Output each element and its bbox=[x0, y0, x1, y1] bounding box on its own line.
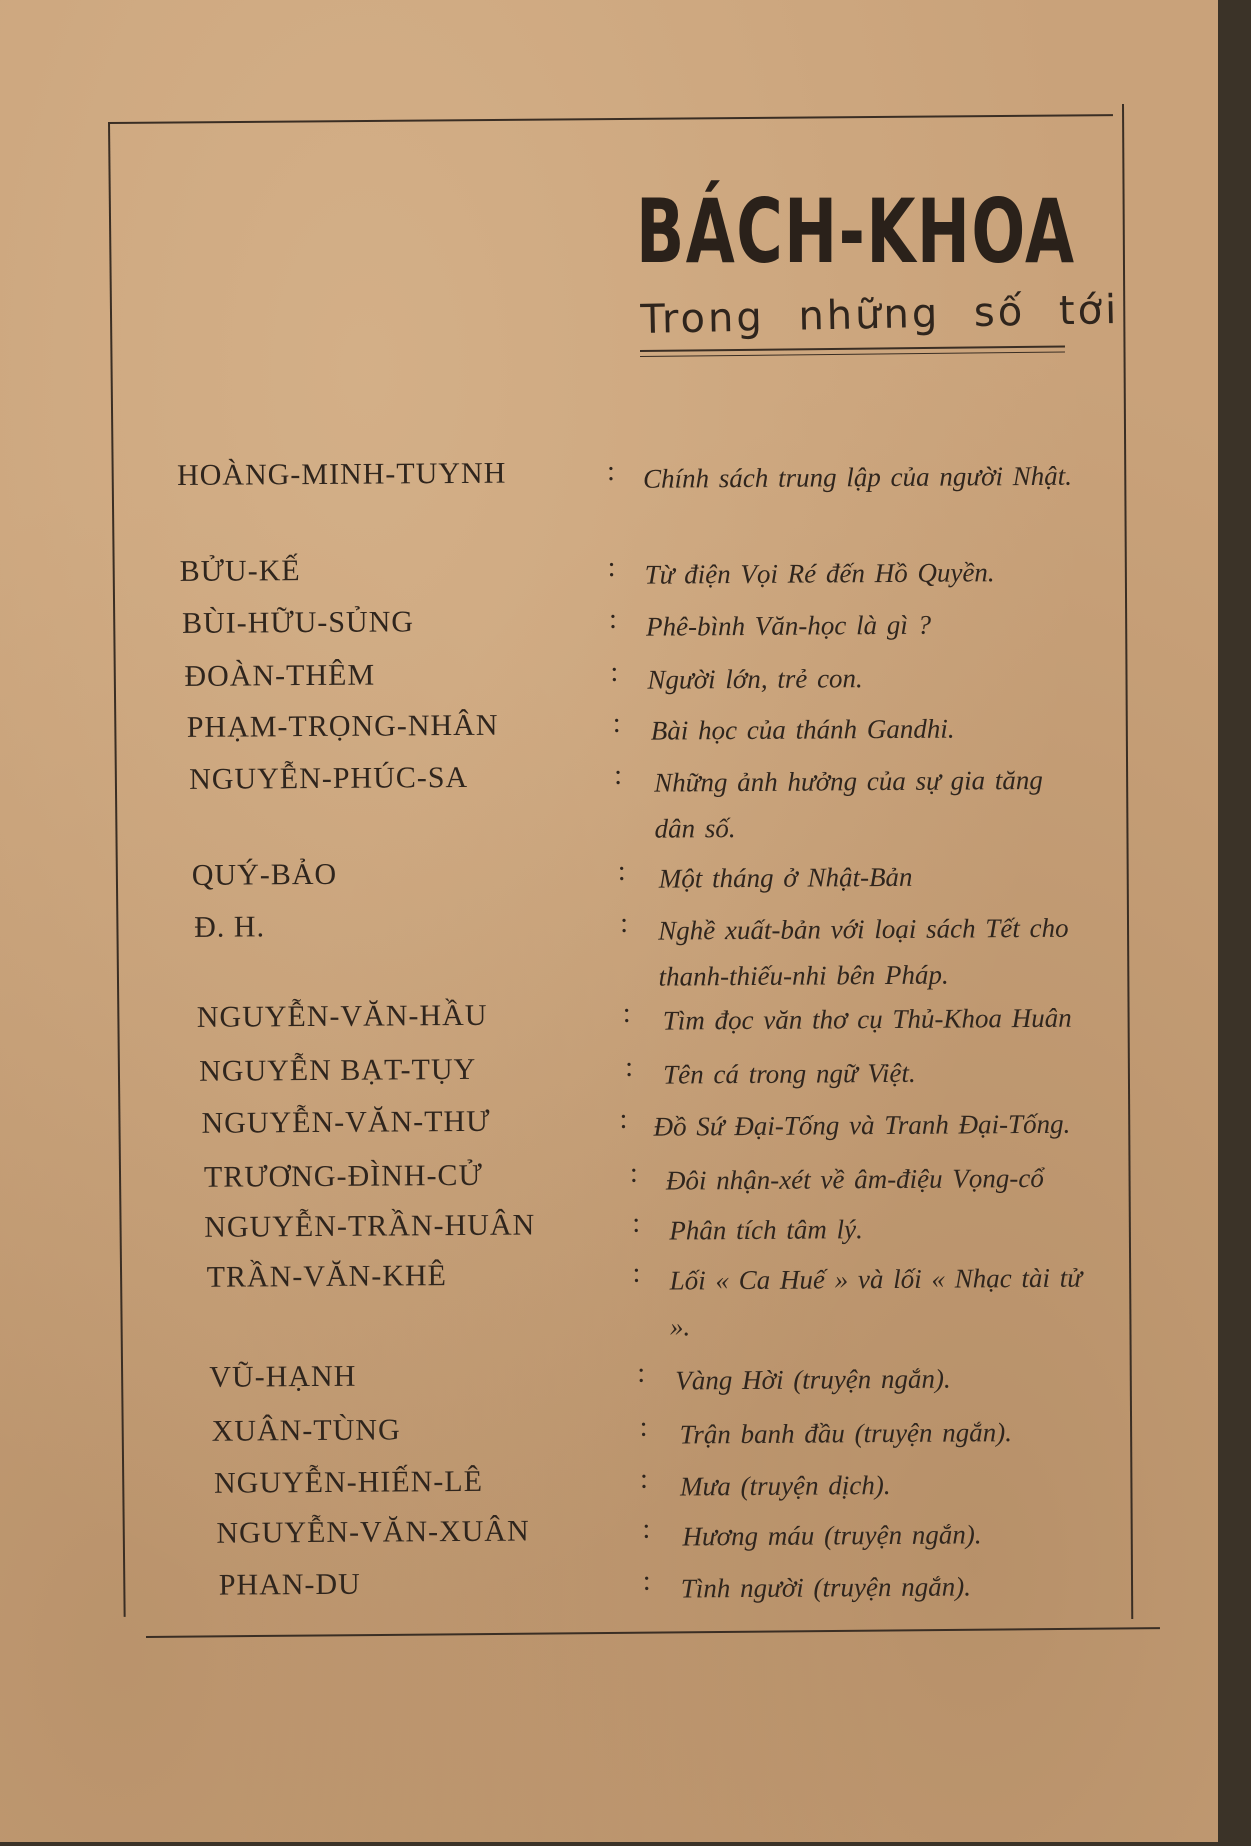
entry-separator: : bbox=[642, 1513, 651, 1545]
entry-separator: : bbox=[607, 551, 616, 583]
entry-title: Đồ Sứ Đại-Tống và Tranh Đại-Tống. bbox=[653, 1108, 1071, 1142]
entry-separator: : bbox=[625, 1051, 634, 1083]
contents-entry bbox=[2, 1156, 1220, 1196]
contents-entry bbox=[4, 1512, 1222, 1552]
entry-title: Tình người (truyện ngắn). bbox=[680, 1571, 972, 1604]
entry-author: NGUYỄN-VĂN-XUÂN bbox=[216, 1514, 530, 1550]
entry-title: Nghề xuất-bản với loại sách Tết cho thanh-thiếu-nhi bên Pháp. bbox=[658, 912, 1069, 992]
entry-author: PHAN-DU bbox=[218, 1567, 361, 1602]
entry-title: Những ảnh hưởng của sự gia tăng dân số. bbox=[654, 764, 1043, 844]
entry-separator: : bbox=[622, 997, 631, 1029]
entry-separator: : bbox=[606, 455, 615, 487]
contents-entry bbox=[4, 1410, 1222, 1450]
contents-entry bbox=[0, 550, 1216, 590]
entry-separator: : bbox=[610, 656, 619, 688]
entry-author: ĐOÀN-THÊM bbox=[184, 658, 376, 693]
entry-separator: : bbox=[639, 1411, 648, 1443]
entry-separator: : bbox=[614, 759, 623, 791]
contents-entry bbox=[0, 655, 1216, 695]
entry-author: NGUYỄN-VĂN-HẦU bbox=[196, 998, 488, 1034]
entry-separator: : bbox=[637, 1357, 646, 1389]
entry-title: Vàng Hời (truyện ngắn). bbox=[675, 1363, 951, 1396]
entry-title: Trận banh đầu (truyện ngắn). bbox=[679, 1417, 1013, 1450]
entry-title: Phân tích tâm lý. bbox=[669, 1214, 863, 1246]
entry-author: BÙI-HỮU-SỦNG bbox=[181, 605, 415, 640]
entry-author: NGUYỄN BẠT-TỤY bbox=[199, 1052, 477, 1088]
entry-separator: : bbox=[632, 1207, 641, 1239]
contents-entry bbox=[0, 758, 1217, 844]
entry-author: BỬU-KẾ bbox=[179, 554, 301, 588]
contents-entry bbox=[0, 706, 1217, 746]
entry-title: Lối « Ca Huế » và lối « Nhạc tài tử ». bbox=[669, 1262, 1082, 1342]
entry-author: QUÝ-BẢO bbox=[191, 857, 338, 892]
entry-title: Chính sách trung lập của người Nhật. bbox=[642, 460, 1073, 494]
entry-separator: : bbox=[619, 1103, 628, 1135]
entry-separator: : bbox=[629, 1157, 638, 1189]
entry-title: Từ điện Vọi Ré đến Hồ Quyền. bbox=[644, 557, 995, 590]
contents-entry bbox=[3, 1256, 1221, 1342]
contents-entry bbox=[3, 1356, 1221, 1396]
contents-entry bbox=[0, 854, 1218, 894]
contents-entry bbox=[0, 602, 1216, 642]
entry-author: PHẠM-TRỌNG-NHÂN bbox=[186, 708, 499, 744]
contents-entry bbox=[5, 1564, 1223, 1604]
entry-author: HOÀNG-MINH-TUYNH bbox=[176, 456, 507, 492]
entry-author: VŨ-HẠNH bbox=[209, 1359, 357, 1394]
contents-entry bbox=[1, 1102, 1219, 1142]
scan-background-edge bbox=[1218, 0, 1251, 1842]
entry-title: Một tháng ở Nhật-Bản bbox=[658, 861, 913, 894]
contents-entry bbox=[0, 454, 1215, 494]
entry-title: Mưa (truyện dịch). bbox=[679, 1469, 891, 1502]
entry-separator: : bbox=[620, 907, 629, 939]
contents-entry bbox=[2, 1206, 1220, 1246]
entry-author: TRƯƠNG-ĐÌNH-CỬ bbox=[203, 1158, 483, 1194]
entry-title: Hương máu (truyện ngắn). bbox=[682, 1519, 982, 1552]
entry-author: TRẦN-VĂN-KHÊ bbox=[206, 1259, 448, 1294]
entry-title: Tìm đọc văn thơ cụ Thủ-Khoa Huân bbox=[662, 1002, 1072, 1036]
entry-author: NGUYỄN-TRẦN-HUÂN bbox=[204, 1208, 536, 1244]
entry-author: NGUYỄN-VĂN-THƯ bbox=[201, 1104, 491, 1140]
entry-author: NGUYỄN-PHÚC-SA bbox=[189, 760, 469, 796]
entry-separator: : bbox=[608, 603, 617, 635]
contents-entry bbox=[4, 1462, 1222, 1502]
masthead-subtitle: Trong những số tới bbox=[639, 286, 1120, 343]
masthead-title: BÁCH-KHOA bbox=[636, 180, 1076, 283]
entry-separator: : bbox=[639, 1463, 648, 1495]
entry-title: Phê-bình Văn-học là gì ? bbox=[645, 609, 932, 642]
entry-title: Đôi nhận-xét về âm-điệu Vọng-cổ bbox=[665, 1162, 1044, 1196]
entry-separator: : bbox=[632, 1257, 641, 1289]
contents-entry bbox=[1, 1050, 1219, 1090]
contents-entry bbox=[0, 906, 1218, 992]
entry-author: XUÂN-TÙNG bbox=[211, 1413, 401, 1448]
entry-author: Đ. H. bbox=[194, 910, 266, 944]
contents-entry bbox=[1, 996, 1219, 1036]
entry-separator: : bbox=[612, 707, 621, 739]
entry-separator: : bbox=[617, 855, 626, 887]
entry-title: Bài học của thánh Gandhi. bbox=[650, 713, 955, 746]
entry-author: NGUYỄN-HIẾN-LÊ bbox=[213, 1464, 484, 1500]
entry-separator: : bbox=[642, 1565, 651, 1597]
entry-title: Người lớn, trẻ con. bbox=[647, 663, 863, 695]
entry-title: Tên cá trong ngữ Việt. bbox=[663, 1057, 916, 1090]
